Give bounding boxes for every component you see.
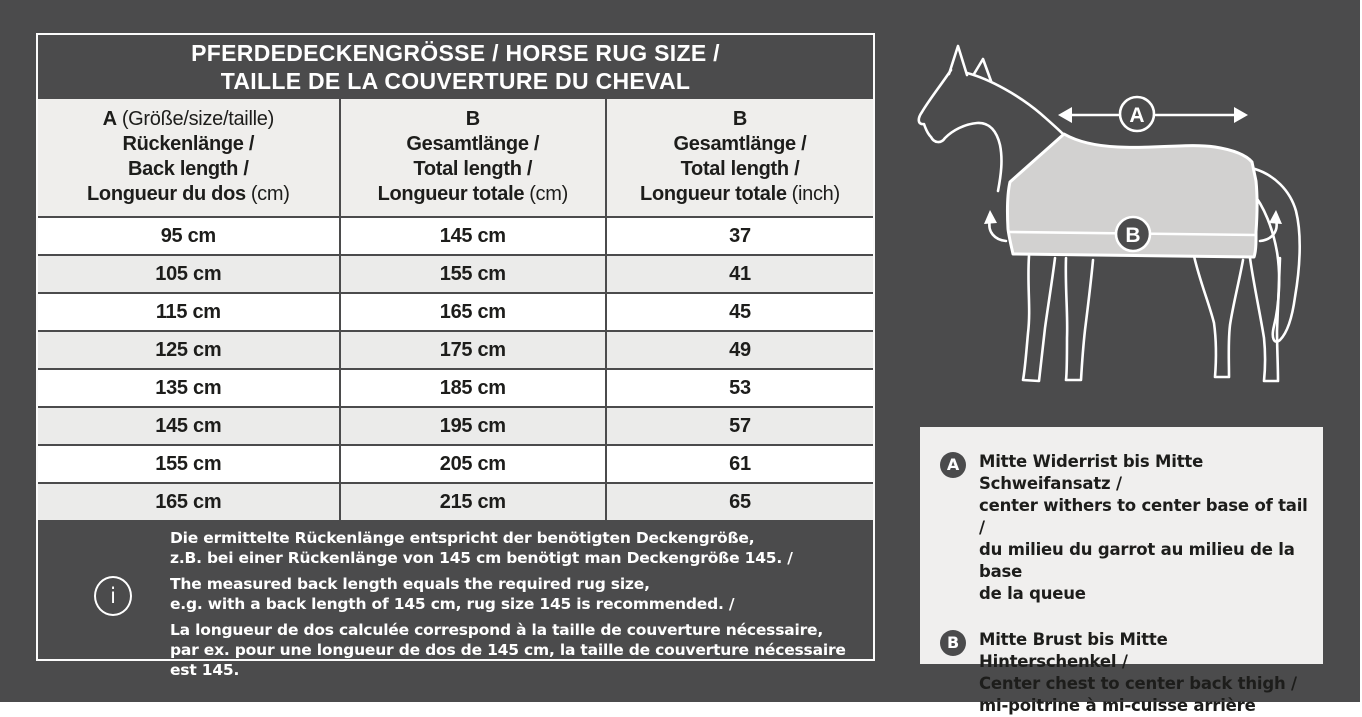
cell-total-inch: 37 bbox=[605, 218, 873, 254]
legend-badge-a: A bbox=[940, 452, 966, 478]
cell-total-inch: 41 bbox=[605, 256, 873, 292]
legend-text-b bbox=[979, 629, 1309, 717]
table-row bbox=[38, 444, 873, 482]
size-table bbox=[36, 33, 875, 679]
note-line-fr-1: La longueur de dos calculée correspond à la taille de couverture nécessaire, bbox=[170, 621, 824, 639]
header-line: Total length / bbox=[680, 158, 800, 180]
horse-front-leg bbox=[1066, 258, 1093, 380]
table-row bbox=[38, 292, 873, 330]
legend-line: mi-poitrine à mi-cuisse arrière bbox=[979, 696, 1256, 715]
measure-arrow-a bbox=[1058, 107, 1072, 123]
header-line: Gesamtlänge / bbox=[406, 133, 540, 155]
header-line: Longueur totale bbox=[377, 183, 525, 205]
cell-total-cm: 215 cm bbox=[339, 484, 605, 520]
legend-item-b bbox=[940, 629, 1309, 717]
column-header-back-length bbox=[38, 99, 339, 216]
note-line-en-1: The measured back length equals the required rug size, bbox=[170, 575, 650, 593]
table-row bbox=[38, 216, 873, 254]
table-title bbox=[38, 35, 873, 99]
cell-total-cm: 185 cm bbox=[339, 370, 605, 406]
legend-text-a bbox=[979, 451, 1309, 605]
cell-total-inch: 45 bbox=[605, 294, 873, 330]
header-unit: (inch) bbox=[791, 183, 840, 205]
cell-total-cm: 195 cm bbox=[339, 408, 605, 444]
note-line-de-1: Die ermittelte Rückenlänge entspricht der benötigten Deckengröße, bbox=[170, 529, 755, 547]
cell-total-inch: 61 bbox=[605, 446, 873, 482]
cell-total-cm: 205 cm bbox=[339, 446, 605, 482]
curved-arrow-right-icon bbox=[1269, 210, 1282, 224]
cell-back-length: 105 cm bbox=[155, 262, 222, 285]
table-title-line1: PFERDEDECKENGRÖSSE / HORSE RUG SIZE / bbox=[191, 40, 720, 66]
header-line: Longueur totale bbox=[640, 183, 787, 205]
cell-total-cm: 155 cm bbox=[339, 256, 605, 292]
table-row bbox=[38, 330, 873, 368]
cell-total-cm: 145 cm bbox=[339, 218, 605, 254]
cell-back-length: 115 cm bbox=[155, 300, 221, 323]
header-letter: A bbox=[102, 108, 117, 130]
legend-badge-b: B bbox=[940, 630, 966, 656]
header-line: Rückenlänge / bbox=[122, 133, 255, 155]
cell-back-length: 95 cm bbox=[160, 224, 216, 247]
marker-b-label: B bbox=[1125, 224, 1141, 247]
sizing-note bbox=[38, 520, 873, 679]
horse-hind-leg bbox=[1194, 256, 1243, 377]
sizing-note-text bbox=[170, 528, 873, 680]
column-header-total-length-inch bbox=[605, 99, 873, 216]
header-line: Back length / bbox=[128, 158, 249, 180]
legend-line: de la queue bbox=[979, 584, 1086, 603]
legend-item-a bbox=[940, 451, 1309, 605]
table-row bbox=[38, 368, 873, 406]
note-line-de-2: z.B. bei einer Rückenlänge von 145 cm benötigt man Deckengröße 145. / bbox=[170, 549, 793, 567]
header-line: Gesamtlänge / bbox=[673, 133, 807, 155]
column-header-total-length-cm bbox=[339, 99, 605, 216]
header-unit: (cm) bbox=[529, 183, 568, 205]
cell-back-length: 135 cm bbox=[155, 376, 222, 399]
table-row bbox=[38, 406, 873, 444]
measurement-legend bbox=[920, 427, 1323, 715]
horse-head-outline bbox=[919, 70, 1002, 191]
curved-arrow-left-icon bbox=[984, 210, 997, 224]
horse-neck-outline bbox=[967, 73, 1064, 135]
legend-line: Mitte Brust bis Mitte Hinterschenkel / bbox=[979, 630, 1168, 671]
table-title-line2: TAILLE DE LA COUVERTURE DU CHEVAL bbox=[220, 68, 691, 94]
horse-front-leg bbox=[1023, 256, 1055, 381]
header-line: Longueur du dos bbox=[87, 183, 246, 205]
cell-back-length: 155 cm bbox=[155, 452, 222, 475]
cell-total-inch: 57 bbox=[605, 408, 873, 444]
cell-back-length: 125 cm bbox=[155, 338, 222, 361]
legend-line: du milieu du garrot au milieu de la base bbox=[979, 540, 1295, 581]
cell-total-inch: 65 bbox=[605, 484, 873, 520]
table-row bbox=[38, 482, 873, 520]
header-line: Total length / bbox=[413, 158, 533, 180]
info-icon: i bbox=[94, 576, 132, 616]
marker-a-label: A bbox=[1129, 104, 1145, 127]
cell-total-cm: 165 cm bbox=[339, 294, 605, 330]
note-line-fr-2: par ex. pour une longueur de dos de 145 cm, la taille de couverture nécessaire est 145. bbox=[170, 641, 846, 679]
legend-line: center withers to center base of tail / bbox=[979, 496, 1308, 537]
cell-total-inch: 53 bbox=[605, 370, 873, 406]
legend-line: Center chest to center back thigh / bbox=[979, 674, 1297, 693]
cell-total-cm: 175 cm bbox=[339, 332, 605, 368]
legend-line: Mitte Widerrist bis Mitte Schweifansatz / bbox=[979, 452, 1204, 493]
table-header-row bbox=[38, 99, 873, 216]
header-letter: B bbox=[732, 108, 748, 130]
horse-measurement-diagram bbox=[898, 8, 1362, 420]
header-unit: (cm) bbox=[250, 183, 290, 205]
measure-arrow-a bbox=[1234, 107, 1248, 123]
header-letter-note: (Größe/size/taille) bbox=[121, 108, 274, 130]
cell-back-length: 145 cm bbox=[155, 414, 222, 437]
cell-total-inch: 49 bbox=[605, 332, 873, 368]
note-line-en-2: e.g. with a back length of 145 cm, rug size 145 is recommended. / bbox=[170, 595, 735, 613]
cell-back-length: 165 cm bbox=[155, 490, 222, 513]
table-row bbox=[38, 254, 873, 292]
header-letter: B bbox=[465, 108, 480, 130]
